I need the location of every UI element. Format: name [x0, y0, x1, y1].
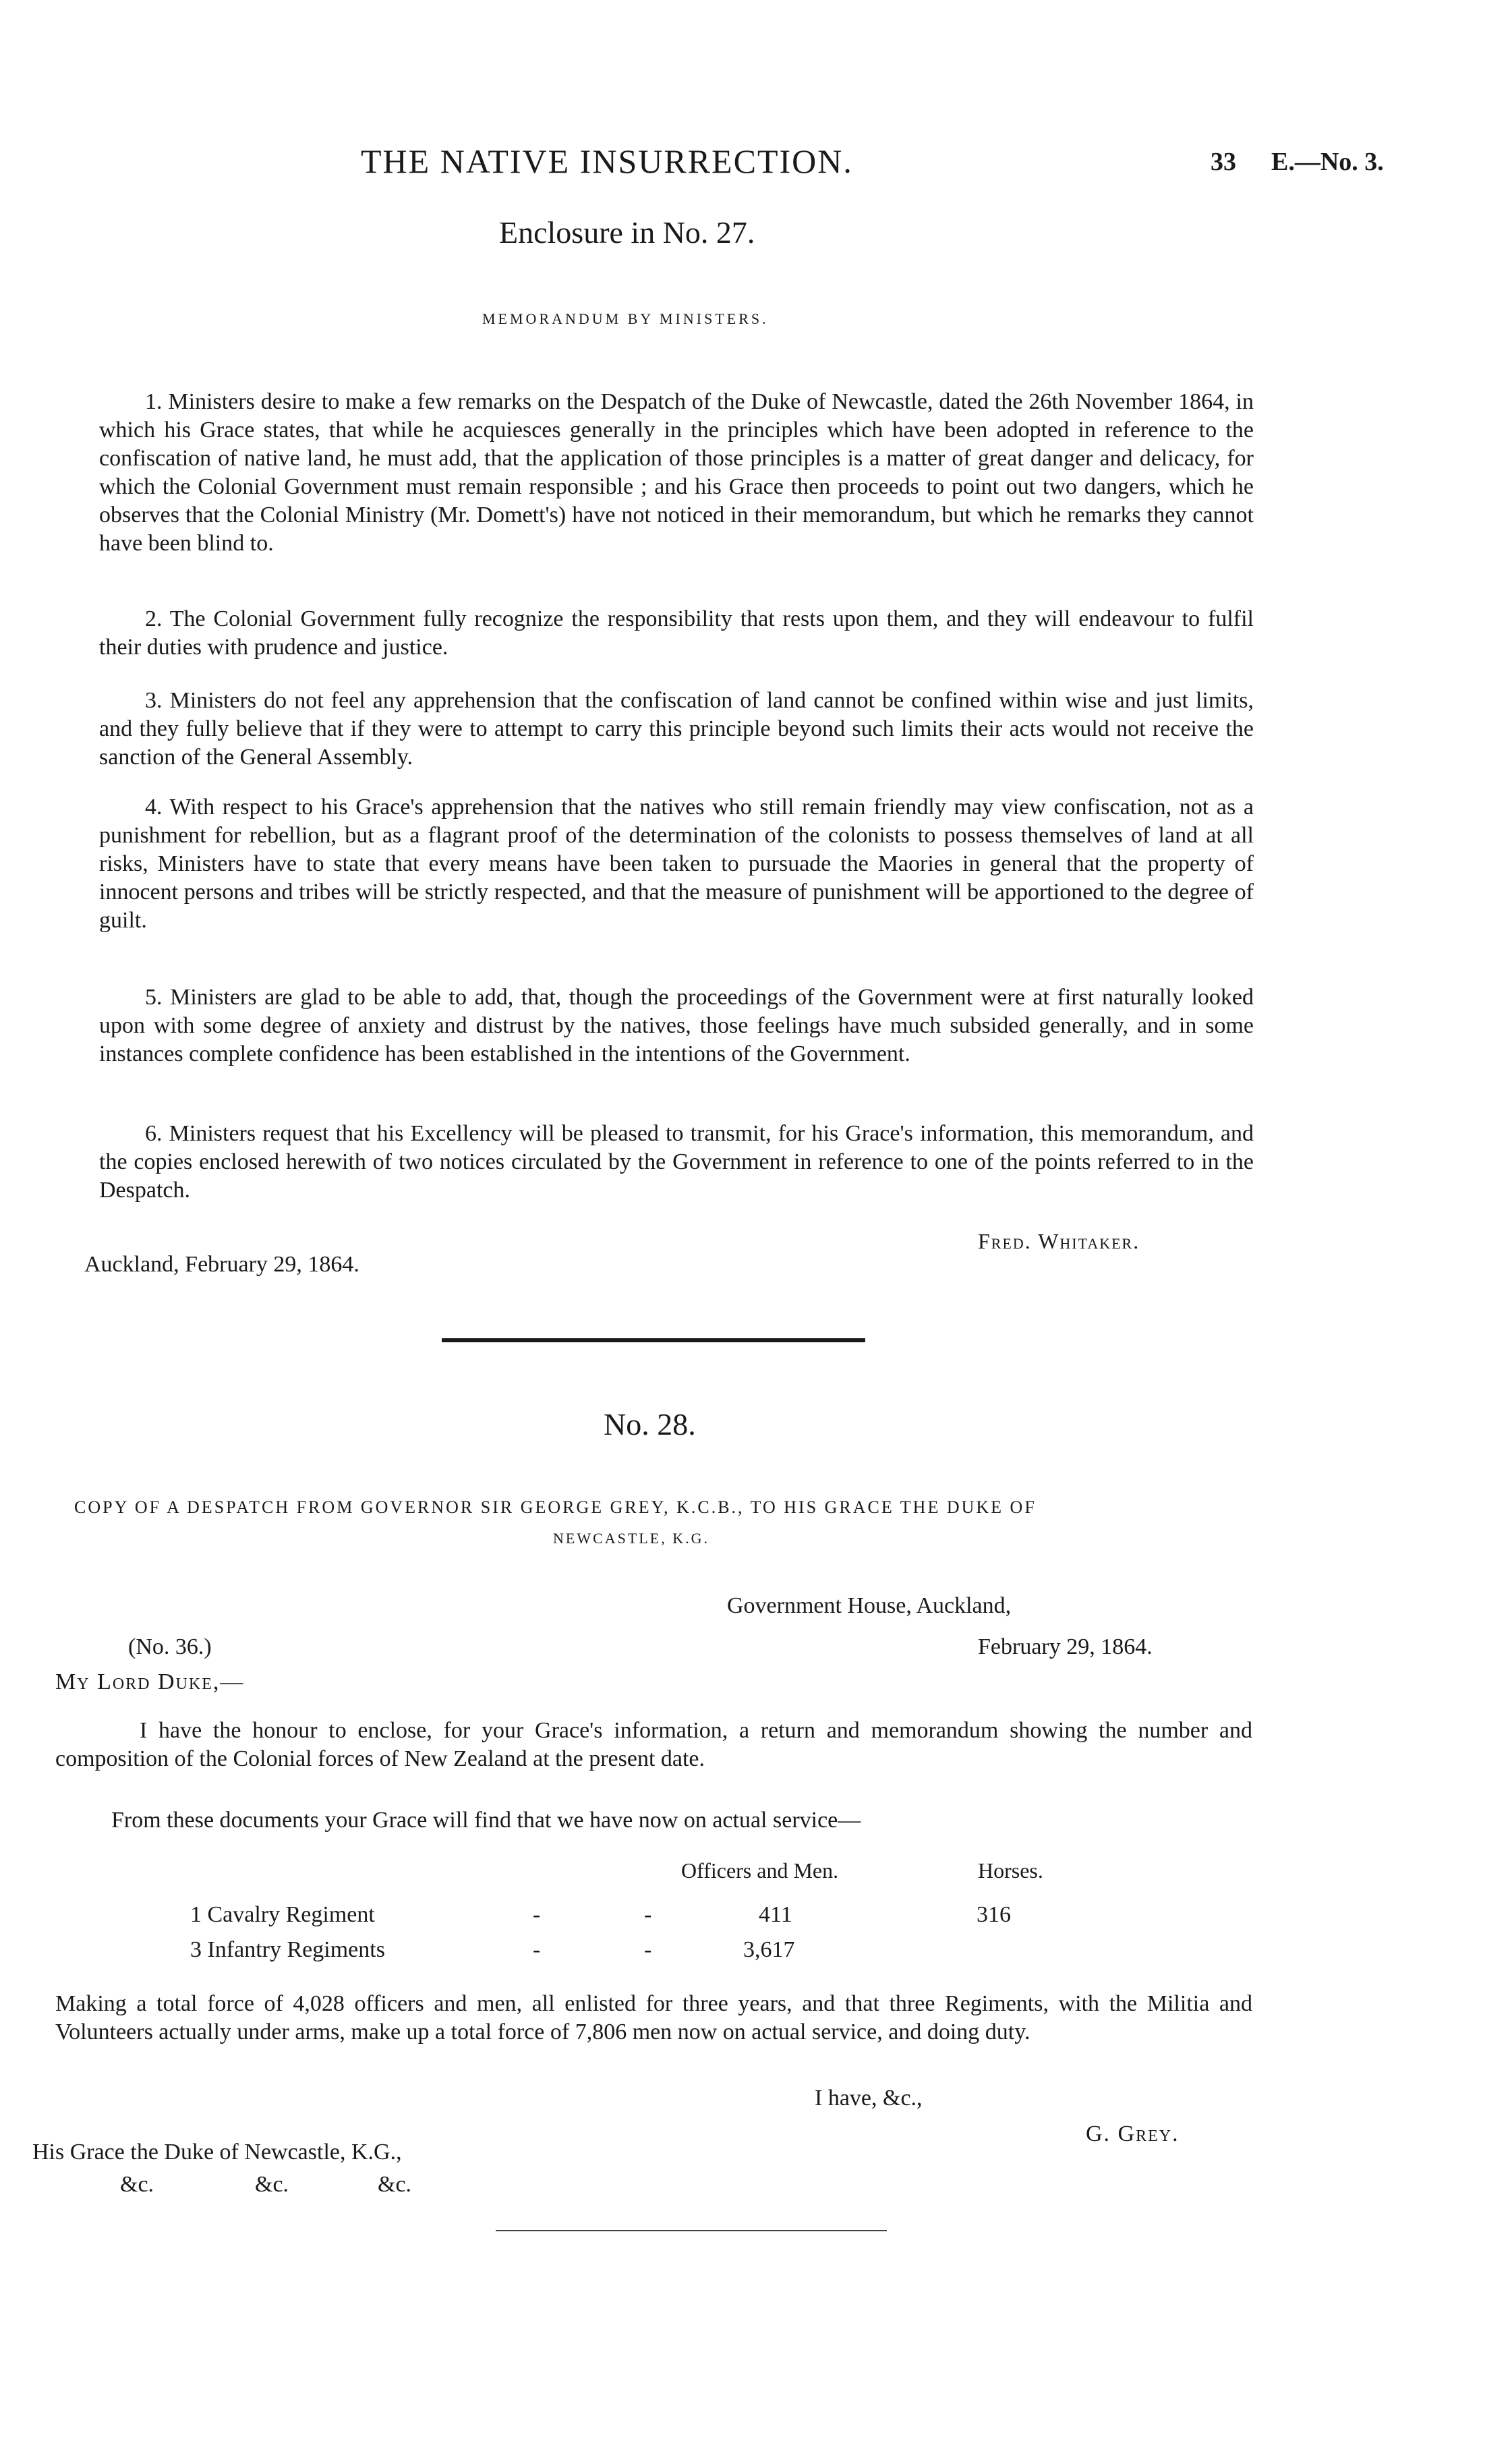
despatch-date: February 29, 1864.: [978, 1634, 1153, 1659]
table-header-horses: Horses.: [978, 1858, 1043, 1883]
memorandum-paragraph-1: 1. Ministers desire to make a few remarks on the Despatch of the Duke of Newcastle, dated the 26th November 1864, in which his Grace states, that while he acquiesces generally in the principles which have been adopted in reference to the confiscation of native land, he must add, that the application of those principles is a matter of great danger and delicacy, for which the Colonial Government must remain responsible ; and his Grace then proceeds to point out two dangers, which he observes that the Colonial Ministry (Mr. Domett's) have not noticed in their memorandum, but which he remarks they cannot have been blind to.: [99, 389, 1254, 556]
despatch-addressee: His Grace the Duke of Newcastle, K.G.,: [32, 2140, 402, 2165]
memorandum-paragraph-4: 4. With respect to his Grace's apprehension that the natives who still remain friendly may view confiscation, not as a punishment for rebellion, but as a flagrant proof of the determination of the colonists to possess themselves of land at all risks, Ministers have to state that every means have been taken to pursuade the Maories in general that the property of innocent persons and tribes will be strictly respected, and that the measure of punishment will be apportioned to the degree of guilt.: [99, 795, 1254, 933]
despatch-address: Government House, Auckland,: [727, 1593, 1012, 1618]
memorandum-place-date: Auckland, February 29, 1864.: [84, 1252, 359, 1277]
running-title: THE NATIVE INSURRECTION.: [361, 142, 853, 180]
memorandum-subheading: MEMORANDUM BY MINISTERS.: [482, 310, 769, 327]
despatch-paragraph-2: From these documents your Grace will find that we have now on actual service—: [111, 1808, 861, 1833]
memorandum-paragraph-6: 6. Ministers request that his Excellency will be pleased to transmit, for his Grace's information, this memorandum, and the copies enclosed herewith of two notices circulated by the Government in reference to one of the points referred to in the Despatch.: [99, 1121, 1254, 1203]
despatch-paragraph-1: I have the honour to enclose, for your Grace's information, a return and memorandum showing the number and composition of the Colonial forces of New Zealand at the present date.: [55, 1718, 1252, 1771]
memorandum-paragraph-3: 3. Ministers do not feel any apprehension that the confiscation of land cannot be confined within wise and just limits, and they fully believe that if they were to attempt to carry this principle beyond such limits their acts would not receive the sanction of the General Assembly.: [99, 688, 1254, 770]
memorandum-paragraph-2: 2. The Colonial Government fully recognize the responsibility that rests upon them, and they will endeavour to fulfil their duties with prudence and justice.: [99, 606, 1254, 660]
paper-reference: E.—No. 3.: [1271, 148, 1384, 176]
despatch-salutation: My Lord Duke,—: [55, 1669, 245, 1694]
despatch-ref-number: (No. 36.): [128, 1634, 212, 1659]
table-cell-men: 3,617: [743, 1937, 795, 1962]
table-row-dash: -: [533, 1902, 541, 1927]
despatch-closing: I have, &c.,: [815, 2086, 923, 2111]
despatch-paragraph-3: Making a total force of 4,028 officers and men, all enlisted for three years, and that three Regiments, with the Militia and Volunteers actually under arms, make up a total force of 7,806 men now on actual service, and doing duty.: [55, 1991, 1252, 2044]
page-number: 33: [1211, 148, 1236, 176]
addressee-etc-3: &c.: [378, 2172, 412, 2197]
table-row-dash: -: [644, 1937, 652, 1962]
table-row-label: 1 Cavalry Regiment: [190, 1902, 375, 1927]
table-row-dash: -: [644, 1902, 652, 1927]
enclosure-heading: Enclosure in No. 27.: [499, 215, 755, 250]
table-cell-horses: 316: [977, 1902, 1011, 1927]
table-cell-men: 411: [759, 1902, 792, 1927]
despatch-number: No. 28.: [604, 1407, 696, 1441]
addressee-etc-2: &c.: [255, 2172, 289, 2197]
memorandum-paragraph-5: 5. Ministers are glad to be able to add, that, though the proceedings of the Government were at first naturally looked upon with some degree of anxiety and distrust by the natives, those feelings have much subsided generally, and in some instances complete confidence has been established in the intentions of the Government.: [99, 985, 1254, 1066]
memorandum-signature: Fred. Whitaker.: [978, 1229, 1140, 1253]
despatch-title-line-1: COPY OF A DESPATCH FROM GOVERNOR SIR GEORGE GREY, K.C.B., TO HIS GRACE THE DUKE OF: [74, 1497, 1037, 1517]
table-header-officers-men: Officers and Men.: [681, 1858, 839, 1883]
despatch-title-line-2: NEWCASTLE, K.G.: [553, 1530, 709, 1547]
closing-rule: [496, 2230, 887, 2231]
addressee-etc-1: &c.: [120, 2172, 154, 2197]
section-divider: [442, 1338, 865, 1342]
table-row-dash: -: [533, 1937, 541, 1962]
despatch-signature: G. Grey.: [1086, 2121, 1180, 2146]
table-row-label: 3 Infantry Regiments: [190, 1937, 385, 1962]
